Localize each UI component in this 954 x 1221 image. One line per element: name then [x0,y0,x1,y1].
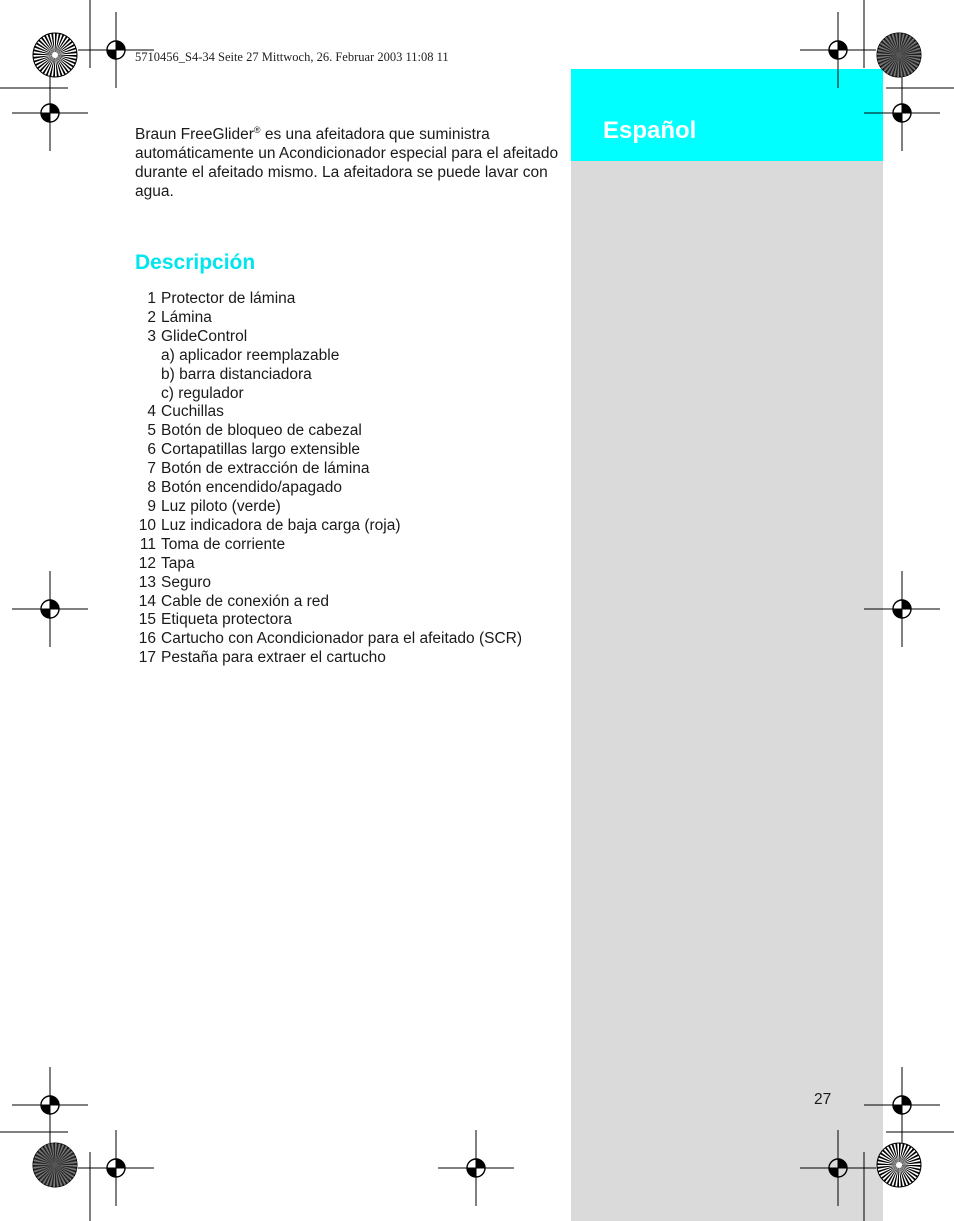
item-label: Cuchillas [161,403,224,421]
item-number: 15 [138,611,156,629]
item-number: 5 [147,422,156,440]
item-number: 2 [147,308,156,326]
registration-crosshair-icon [78,12,154,88]
item-label: GlideControl [161,327,248,345]
item-number: 7 [147,460,156,478]
item-label: Luz piloto (verde) [161,497,281,515]
item-label: Cortapatillas largo extensible [161,441,361,459]
language-title: Español [603,117,697,144]
section-title-descripcion: Descripción [135,251,256,274]
item-label: c) regulador [161,384,244,402]
item-number: 6 [147,441,156,459]
registered-mark: ® [253,125,261,135]
item-number: 8 [147,479,156,497]
item-label: Botón de extracción de lámina [161,460,370,478]
item-number: 11 [139,535,156,553]
item-number: 13 [138,573,156,591]
item-number: 1 [147,290,156,307]
item-number: 3 [147,327,156,345]
item-label: Etiqueta protectora [161,611,292,629]
registration-crosshair-icon [864,75,940,151]
color-wheel-icon [33,1143,77,1187]
item-label: Pestaña para extraer el cartucho [161,649,386,667]
intro-text: es una afeitadora que suministra automáticamente un Acondicionador especial para el afeitado durante el afeitado mismo. La afeitadora se puede lavar con agua. [135,126,559,201]
item-label: b) barra distanciadora [161,365,312,383]
item-label: Cable de conexión a red [161,592,330,610]
brand-name: Braun FreeGlider [135,126,254,144]
print-header-info: 5710456_S4-34 Seite 27 Mittwoch, 26. Februar 2003 11:08 11 [135,50,449,64]
item-number: 16 [138,630,156,648]
item-label: Luz indicadora de baja carga (roja) [161,516,401,534]
item-label: Tapa [161,554,195,572]
registration-crosshair-icon [78,1130,154,1206]
item-label: Botón de bloqueo de cabezal [161,422,362,440]
registration-crosshair-icon [438,1130,514,1206]
page-number: 27 [814,1091,832,1108]
item-label: Lámina [161,308,212,326]
registration-crosshair-icon [800,12,876,88]
registration-crosshair-icon [12,571,88,647]
item-number: 4 [147,403,156,421]
item-label: Seguro [161,573,211,591]
item-number: 14 [138,592,156,610]
item-number: 17 [138,649,156,667]
item-label: Protector de lámina [161,290,296,307]
registration-crosshair-icon [12,75,88,151]
color-wheel-icon [877,1143,921,1187]
item-label: Botón encendido/apagado [161,479,342,497]
registration-crosshair-icon [864,571,940,647]
item-label: Toma de corriente [161,535,286,553]
item-label: Cartucho con Acondicionador para el afeitado (SCR) [161,630,523,648]
item-number: 10 [138,516,156,534]
color-wheel-icon [877,33,921,77]
registration-crosshair-icon [800,1130,876,1206]
color-wheel-icon [33,33,77,77]
item-number: 12 [138,554,156,572]
item-number: 9 [147,497,156,515]
item-label: a) aplicador reemplazable [161,346,340,364]
